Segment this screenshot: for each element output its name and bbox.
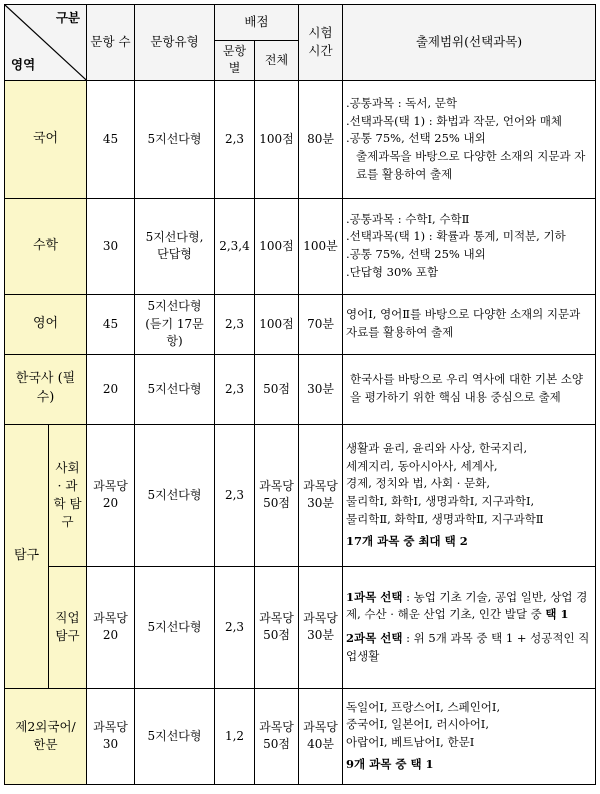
table-row-foreign [5,688,596,784]
total-vocational: 과목당 50점 [255,566,299,688]
time-english: 70분 [299,294,343,354]
scope-social-science [343,424,596,566]
sub-area-social-science: 사회 · 과학 탐구 [49,424,87,566]
time-vocational: 과목당 30분 [299,566,343,688]
scope-note: 17개 과목 중 최대 택 2 [346,533,468,548]
scope-line: .단답형 30% 포함 [346,265,439,280]
time-history: 30분 [299,354,343,424]
num-korean: 45 [87,80,135,198]
header-score: 배점 [215,5,299,41]
scope-label: 2과목 선택 [346,631,403,646]
scope-line: .공통 75%, 선택 25% 내외 [346,247,486,262]
scope-line: 영어Ⅰ, 영어Ⅱ를 바탕으로 다양한 소재의 지문과 자료를 활용하여 출제 [346,307,581,340]
header-gubun: 구분 [55,10,80,25]
table-row-history [5,354,596,424]
total-korean: 100점 [255,80,299,198]
header-score-per-question: 문항별 [215,41,255,81]
scope-tail: 택 1 [545,607,569,622]
area-inquiry: 탐구 [5,424,49,688]
scope-line: .선택과목(택 1) : 확률과 통계, 미적분, 기하 [346,229,566,244]
scope-line: 세계지리, 동아시아사, 세계사, [346,458,498,473]
num-foreign: 과목당 30 [87,688,135,784]
scope-history [343,354,596,424]
per-q-social-science: 2,3 [215,424,255,566]
header-num-questions: 문항 수 [87,5,135,81]
header-diagonal-cell [5,5,87,81]
num-vocational: 과목당 20 [87,566,135,688]
scope-line: 중국어Ⅰ, 일본어Ⅰ, 러시아어Ⅰ, [346,717,489,732]
header-yeongyeok: 영역 [11,56,36,72]
area-foreign: 제2외국어/ 한문 [5,688,87,784]
type-math: 5지선다형, 단답형 [135,198,215,294]
scope-korean [343,80,596,198]
per-q-english: 2,3 [215,294,255,354]
scope-line: 물리학Ⅰ, 화학Ⅰ, 생명과학Ⅰ, 지구과학Ⅰ, [346,494,535,509]
scope-line: 생활과 윤리, 윤리와 사상, 한국지리, [346,440,528,455]
scope-text: : 위 5개 과목 중 택 1 + 성공적인 직업생활 [346,631,590,664]
header-time: 시험 시간 [299,5,343,81]
scope-foreign [343,688,596,784]
scope-english [343,294,596,354]
table-row-korean [5,80,596,198]
per-q-vocational: 2,3 [215,566,255,688]
header-scope: 출제범위(선택과목) [343,5,596,81]
scope-line [346,589,592,625]
num-history: 20 [87,354,135,424]
exam-structure-table [4,4,596,785]
scope-line: 한국사를 바탕으로 우리 역사에 대한 기본 소양을 평가하기 위한 핵심 내용 중심으로 출제 [350,372,584,405]
area-math: 수학 [5,198,87,294]
scope-vocational [343,566,596,688]
area-history: 한국사 (필수) [5,354,87,424]
scope-line: .공통과목 : 독서, 문학 [346,95,458,110]
total-english: 100점 [255,294,299,354]
num-english: 45 [87,294,135,354]
header-score-total: 전체 [255,41,299,81]
type-social-science: 5지선다형 [135,424,215,566]
scope-note: 9개 과목 중 택 1 [346,757,434,772]
type-history: 5지선다형 [135,354,215,424]
total-foreign: 과목당 50점 [255,688,299,784]
scope-label: 1과목 선택 [346,589,403,604]
per-q-foreign: 1,2 [215,688,255,784]
scope-math [343,198,596,294]
table-row-social-science [5,424,596,566]
type-vocational: 5지선다형 [135,566,215,688]
area-english: 영어 [5,294,87,354]
type-foreign: 5지선다형 [135,688,215,784]
scope-line: 아랍어Ⅰ, 베트남어Ⅰ, 한문Ⅰ [346,735,475,750]
per-q-history: 2,3 [215,354,255,424]
header-question-type: 문항유형 [135,5,215,81]
time-social-science: 과목당 30분 [299,424,343,566]
total-social-science: 과목당 50점 [255,424,299,566]
table-row-english [5,294,596,354]
time-foreign: 과목당 40분 [299,688,343,784]
scope-line [346,630,592,666]
time-korean: 80분 [299,80,343,198]
sub-area-vocational: 직업 탐구 [49,566,87,688]
scope-line: .공통 75%, 선택 25% 내외 [346,131,486,146]
scope-text: : 농업 기초 기술, 공업 일반, 상업 경제, 수산 · 해운 산업 기초, 인간 발달 중 [346,589,588,622]
per-q-korean: 2,3 [215,80,255,198]
total-history: 50점 [255,354,299,424]
num-math: 30 [87,198,135,294]
table-row-math [5,198,596,294]
scope-line: 출제과목을 바탕으로 다양한 소재의 지문과 자료를 활용하여 출제 [356,149,586,181]
scope-line: 경제, 정치와 법, 사회 · 문화, [346,476,490,491]
area-korean: 국어 [5,80,87,198]
total-math: 100점 [255,198,299,294]
scope-line: 물리학Ⅱ, 화학Ⅱ, 생명과학Ⅱ, 지구과학Ⅱ [346,512,544,527]
scope-line: 독일어Ⅰ, 프랑스어Ⅰ, 스페인어Ⅰ, [346,699,501,714]
type-english: 5지선다형 (듣기 17문항) [135,294,215,354]
time-math: 100분 [299,198,343,294]
num-social-science: 과목당 20 [87,424,135,566]
scope-line: .공통과목 : 수학Ⅰ, 수학Ⅱ [346,211,470,226]
type-korean: 5지선다형 [135,80,215,198]
table-row-vocational [5,566,596,688]
scope-line: .선택과목(택 1) : 화법과 작문, 언어와 매체 [346,113,563,128]
per-q-math: 2,3,4 [215,198,255,294]
